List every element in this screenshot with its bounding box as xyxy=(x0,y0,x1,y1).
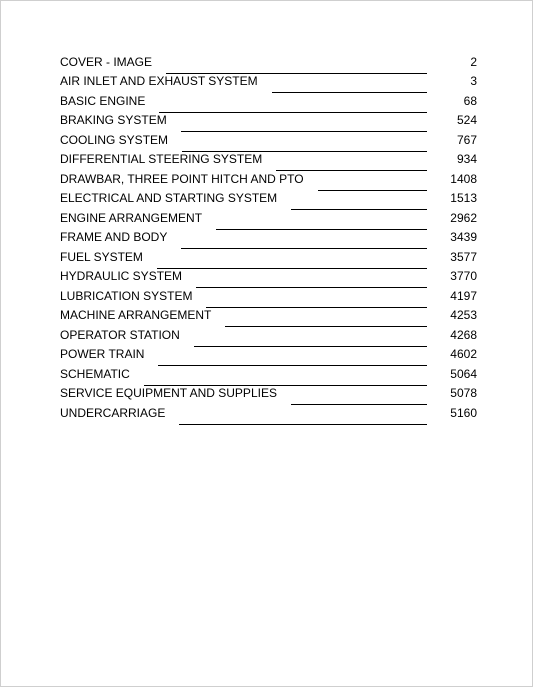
toc-entry-page-number: 4268 xyxy=(450,327,477,342)
toc-entry[interactable] xyxy=(60,322,477,342)
toc-entry[interactable] xyxy=(60,381,477,401)
toc-entry[interactable] xyxy=(60,264,477,284)
toc-entry[interactable] xyxy=(60,361,477,381)
toc-entry-page-number: 2962 xyxy=(450,210,477,225)
toc-leader-line xyxy=(179,424,427,425)
toc-entry-page-number: 1408 xyxy=(450,171,477,186)
toc-entry-title: SERVICE EQUIPMENT AND SUPPLIES xyxy=(60,386,277,400)
toc-leader-line xyxy=(318,190,427,191)
toc-leader-line xyxy=(181,131,427,132)
toc-entry-title: POWER TRAIN xyxy=(60,347,145,361)
toc-entry-page-number: 68 xyxy=(463,93,477,108)
toc-entry-page-number: 767 xyxy=(456,132,477,147)
toc-entry[interactable] xyxy=(60,342,477,362)
toc-entry-title: COOLING SYSTEM xyxy=(60,132,169,147)
toc-leader-line xyxy=(181,248,427,249)
toc-entry[interactable] xyxy=(60,108,477,128)
toc-entry-title: COVER - IMAGE xyxy=(60,54,153,69)
toc-entry-page-number: 4197 xyxy=(450,288,477,303)
toc-entry-page-number: 934 xyxy=(456,152,477,166)
toc-entry-page-number: 3577 xyxy=(450,249,477,264)
toc-entry-page-number: 3770 xyxy=(450,269,477,283)
toc-leader-line xyxy=(196,287,427,288)
toc-entry-title: ENGINE ARRANGEMENT xyxy=(60,210,203,225)
toc-entry-title: AIR INLET AND EXHAUST SYSTEM xyxy=(60,74,258,88)
toc-entry[interactable] xyxy=(60,49,477,69)
toc-leader-line xyxy=(158,365,427,366)
toc-entry-title: BRAKING SYSTEM xyxy=(60,113,167,127)
toc-entry[interactable] xyxy=(60,166,477,186)
toc-entry-title: LUBRICATION SYSTEM xyxy=(60,288,193,303)
toc-entry-title: HYDRAULIC SYSTEM xyxy=(60,269,183,283)
toc-entry-page-number: 3439 xyxy=(450,230,477,244)
table-of-contents xyxy=(60,49,477,420)
toc-entry-title: FUEL SYSTEM xyxy=(60,249,143,264)
toc-entry-title: ELECTRICAL AND STARTING SYSTEM xyxy=(60,191,278,205)
toc-entry-page-number: 5064 xyxy=(450,366,477,381)
toc-leader-line xyxy=(182,151,427,152)
toc-entry-title: MACHINE ARRANGEMENT xyxy=(60,308,212,322)
toc-leader-line xyxy=(291,404,427,405)
toc-leader-line xyxy=(225,326,427,327)
toc-entry[interactable] xyxy=(60,205,477,225)
toc-entry-page-number: 1513 xyxy=(450,191,477,205)
toc-entry[interactable] xyxy=(60,147,477,167)
toc-entry[interactable] xyxy=(60,88,477,108)
toc-entry-page-number: 5078 xyxy=(450,386,477,400)
toc-entry[interactable] xyxy=(60,127,477,147)
toc-leader-line xyxy=(206,307,427,308)
toc-entry-page-number: 2 xyxy=(470,54,477,69)
toc-leader-line xyxy=(159,112,427,113)
toc-leader-line xyxy=(157,268,427,269)
toc-entry-title: BASIC ENGINE xyxy=(60,93,146,108)
toc-entry-title: FRAME AND BODY xyxy=(60,230,168,244)
toc-leader-line xyxy=(194,346,427,347)
toc-leader-line xyxy=(276,170,427,171)
toc-entry[interactable] xyxy=(60,225,477,245)
toc-entry-title: DIFFERENTIAL STEERING SYSTEM xyxy=(60,152,263,166)
toc-entry-title: DRAWBAR, THREE POINT HITCH AND PTO xyxy=(60,171,304,186)
toc-leader-line xyxy=(144,385,427,386)
toc-entry-page-number: 3 xyxy=(470,74,477,88)
toc-entry[interactable] xyxy=(60,244,477,264)
toc-entry-page-number: 4602 xyxy=(450,347,477,361)
toc-entry[interactable] xyxy=(60,400,477,420)
toc-entry-title: UNDERCARRIAGE xyxy=(60,405,166,420)
toc-entry-page-number: 5160 xyxy=(450,405,477,420)
toc-entry[interactable] xyxy=(60,283,477,303)
toc-entry-title: SCHEMATIC xyxy=(60,366,130,381)
toc-leader-line xyxy=(291,209,427,210)
toc-leader-line xyxy=(216,229,427,230)
toc-leader-line xyxy=(272,92,427,93)
toc-entry[interactable] xyxy=(60,303,477,323)
toc-leader-line xyxy=(166,73,427,74)
toc-entry-title: OPERATOR STATION xyxy=(60,327,180,342)
toc-entry[interactable] xyxy=(60,186,477,206)
toc-entry-page-number: 4253 xyxy=(450,308,477,322)
toc-entry[interactable] xyxy=(60,69,477,89)
toc-entry-page-number: 524 xyxy=(456,113,477,127)
